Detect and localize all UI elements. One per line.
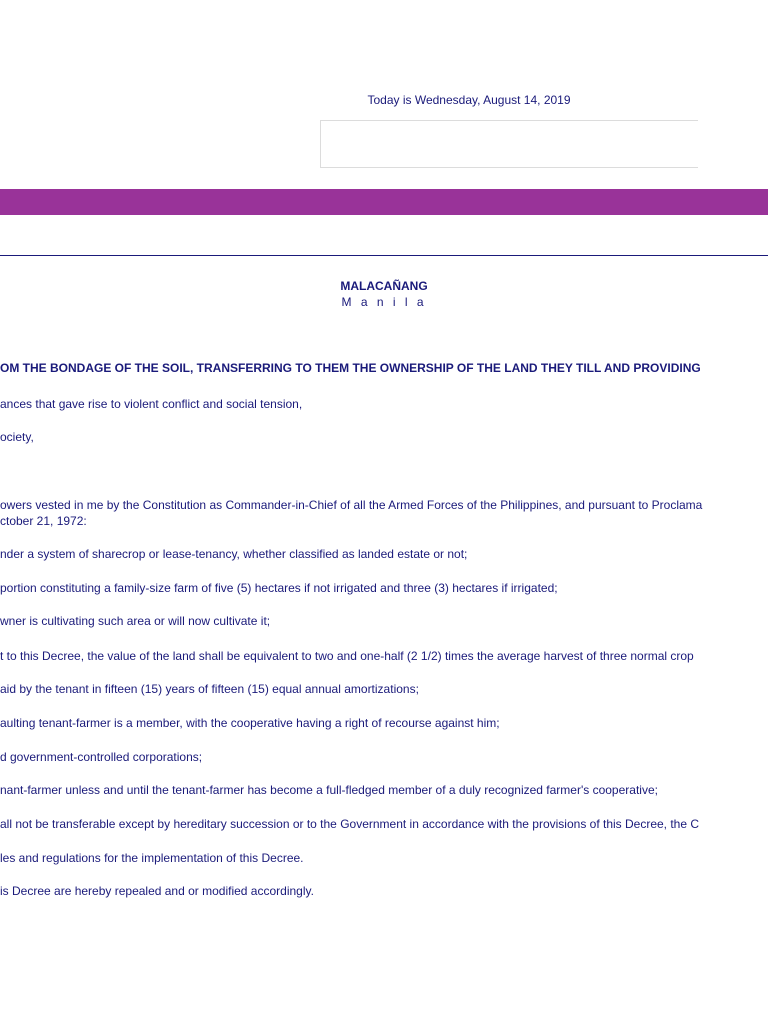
- paragraph: d government-controlled corporations;: [0, 750, 203, 764]
- paragraph: portion constituting a family-size farm of five (5) hectares if not irrigated and three (3) hectares if irrigated;: [0, 581, 558, 595]
- paragraph: ociety,: [0, 430, 34, 444]
- paragraph: wner is cultivating such area or will now cultivate it;: [0, 614, 271, 628]
- search-input[interactable]: [320, 120, 698, 168]
- divider: [0, 255, 768, 256]
- paragraph: ctober 21, 1972:: [0, 514, 87, 528]
- paragraph: nant-farmer unless and until the tenant-farmer has become a full-fledged member of a duly recognized farmer's cooperative;: [0, 783, 658, 797]
- paragraph: owers vested in me by the Constitution as Commander-in-Chief of all the Armed Forces of the Philippines, and pursuant to Proclama: [0, 498, 703, 512]
- paragraph: aulting tenant-farmer is a member, with the cooperative having a right of recourse against him;: [0, 716, 500, 730]
- paragraph: ances that gave rise to violent conflict and social tension,: [0, 397, 303, 411]
- paragraph: les and regulations for the implementation of this Decree.: [0, 851, 304, 865]
- date-text: Today is Wednesday, August 14, 2019: [367, 93, 571, 107]
- city-name: M a n i l a: [341, 295, 427, 309]
- paragraph: all not be transferable except by hereditary succession or to the Government in accordance with the provisions of this Decree, the C: [0, 817, 700, 831]
- office-name: MALACAÑANG: [340, 279, 428, 293]
- paragraph: t to this Decree, the value of the land shall be equivalent to two and one-half (2 1/2) times the average harvest of three normal crop: [0, 649, 694, 663]
- paragraph: aid by the tenant in fifteen (15) years of fifteen (15) equal annual amortizations;: [0, 682, 419, 696]
- paragraph: is Decree are hereby repealed and or modified accordingly.: [0, 884, 314, 898]
- paragraph: nder a system of sharecrop or lease-tenancy, whether classified as landed estate or not;: [0, 547, 468, 561]
- document-title: OM THE BONDAGE OF THE SOIL, TRANSFERRING TO THEM THE OWNERSHIP OF THE LAND THEY TILL AND PROVIDING: [0, 361, 701, 375]
- nav-bar: [0, 189, 768, 215]
- document-heading: [0, 279, 768, 309]
